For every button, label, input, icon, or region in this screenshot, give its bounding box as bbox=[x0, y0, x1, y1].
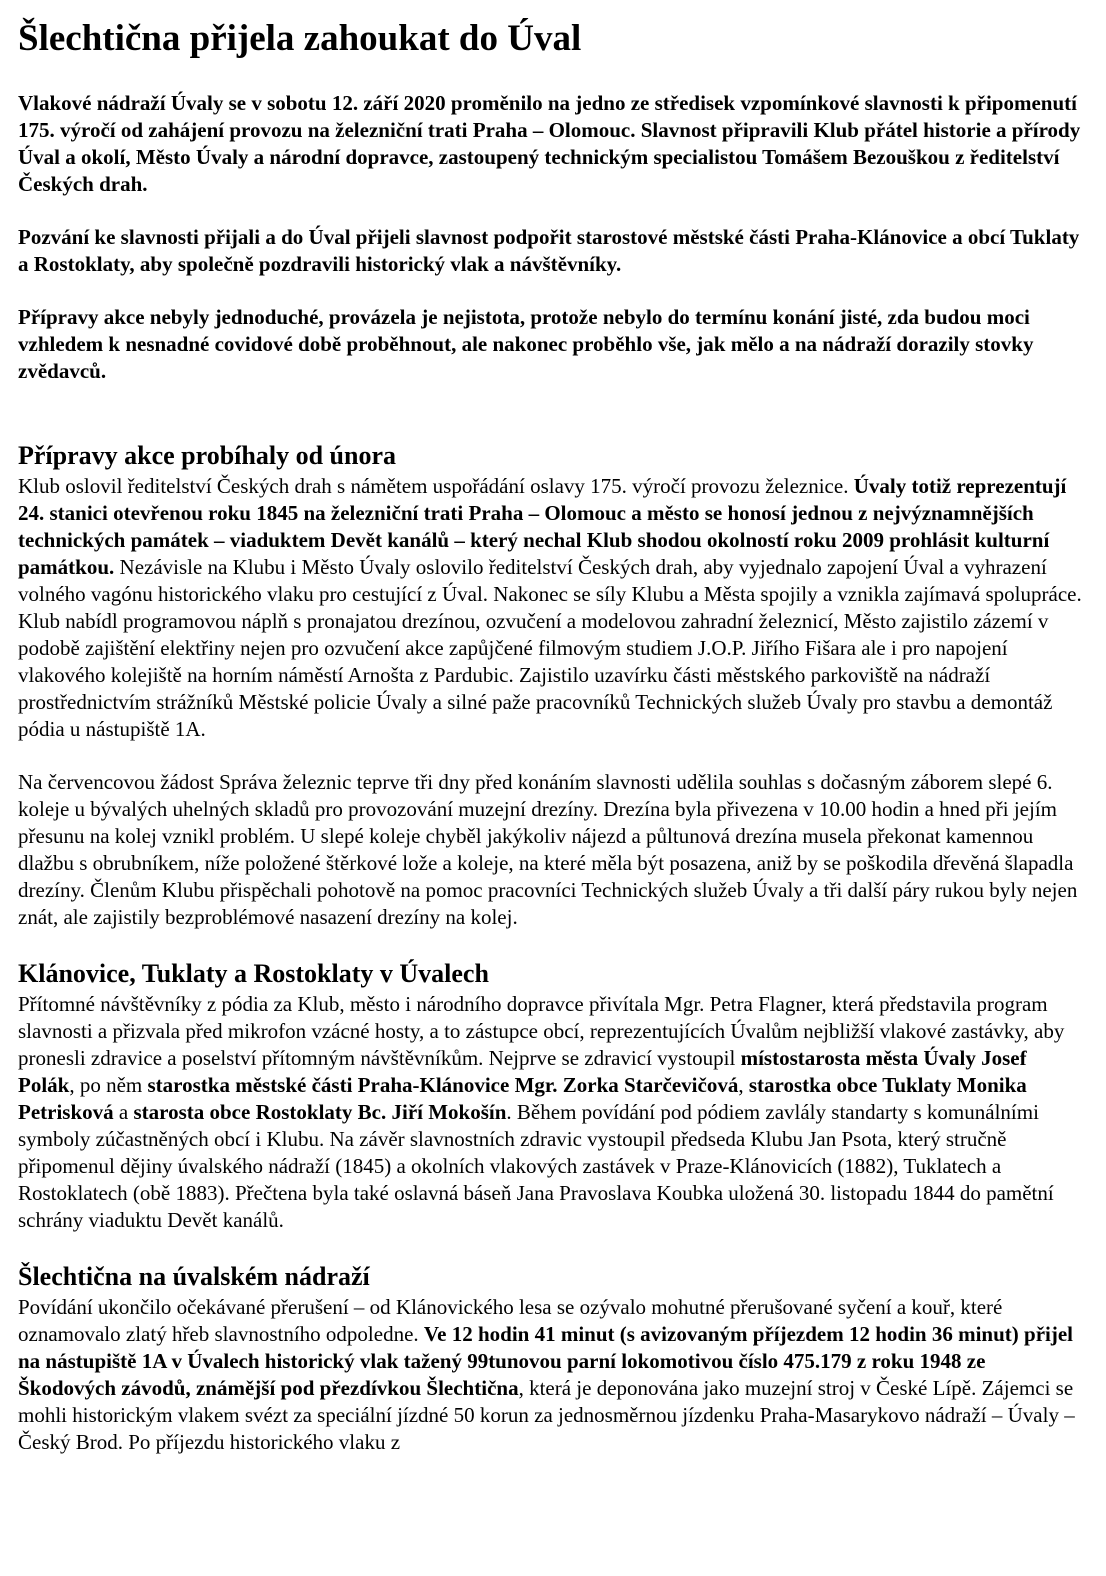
article-title: Šlechtična přijela zahoukat do Úval bbox=[18, 18, 582, 59]
section-paragraph bbox=[18, 1294, 1088, 1456]
paragraph-bold-text: starostka městské části Praha-Klánovice Mgr. Zorka Starčevičová bbox=[147, 1073, 739, 1097]
paragraph-text: , po něm bbox=[69, 1073, 148, 1097]
paragraph-text: . Během povídání pod pódiem zavlály standarty s komunálními symboly zúčastněných obcí i Klubu. Na závěr slavnostních zdravic vystoupil předseda Klubu Jan Psota, který stručně připomenul dějiny úvalského nádraží (1845) a okolních vlakových zastávek v Praze-Klánovicích (1882), Tuklatech a Rostoklatech (obě 1883). Přečtena byla také oslavná báseň Jana Pravoslava Koubka uložená 30. listopadu 1844 do pamětní schrány viaduktu Devět kanálů. bbox=[18, 1100, 1054, 1232]
section-heading: Šlechtična na úvalském nádraží bbox=[18, 1262, 370, 1291]
paragraph-text: Povídání ukončilo očekávané přerušení – od Klánovického lesa se ozývalo mohutné přerušované syčení a kouř, které oznamovalo zlatý hřeb slavnostního odpoledne. bbox=[18, 1295, 1003, 1346]
section-preparations bbox=[18, 439, 1088, 931]
paragraph-bold-text: starostka obce Tuklaty Monika Petrisková bbox=[18, 1073, 1027, 1124]
section-locomotive bbox=[18, 1260, 1088, 1456]
section-heading: Klánovice, Tuklaty a Rostoklaty v Úvalech bbox=[18, 959, 489, 988]
section-paragraph bbox=[18, 473, 1088, 743]
paragraph-text: a bbox=[113, 1100, 134, 1124]
lead-paragraph-2: Pozvání ke slavnosti přijali a do Úval přijeli slavnost podpořit starostové městské části Praha-Klánovice a obcí Tuklaty a Rostoklaty, aby společně pozdravili historický vlak a návštěvníky. bbox=[18, 225, 1080, 276]
section-paragraph bbox=[18, 991, 1088, 1234]
paragraph-bold-text: starosta obce Rostoklaty Bc. Jiří Mokošín bbox=[133, 1100, 507, 1124]
paragraph-bold-text: Úvaly totiž reprezentují 24. stanici otevřenou roku 1845 na železniční trati Praha – Olomouc a město se honosí jednou z nejvýznamnějších technických památek – viaduktem Devět kanálů – který nechal Klub shodou okolností roku 2009 prohlásit kulturní památkou. bbox=[18, 474, 1067, 579]
paragraph-bold-text: místostarosta města Úvaly Josef Polák bbox=[18, 1046, 1027, 1097]
paragraph-text: Přítomné návštěvníky z pódia za Klub, město i národního dopravce přivítala Mgr. Petra Flagner, která představila program slavnosti a přizvala před mikrofon vzácné hosty, a to zástupce obcí, reprezentujících Úvalům nejbližší vlakové zastávky, aby pronesli zdravice a poselství přítomným návštěvníkům. Nejprve se zdravicí vystoupil bbox=[18, 992, 1065, 1070]
paragraph-text: , která je deponována jako muzejní stroj v České Lípě. Zájemci se mohli historickým vlakem svézt za speciální jízdné 50 korun za jednosměrnou jízdenku Praha-Masarykovo nádraží – Úvaly – Český Brod. Po příjezdu historického vlaku z bbox=[18, 1376, 1075, 1454]
paragraph-bold-text: Ve 12 hodin 41 minut (s avizovaným příjezdem 12 hodin 36 minut) přijel na nástupiště 1A v Úvalech historický vlak tažený 99tunovou parní lokomotivou číslo 475.179 z roku 1948 ze Škodových závodů, známější pod přezdívkou Šlechtična bbox=[18, 1322, 1073, 1400]
article-lead bbox=[18, 90, 1088, 385]
lead-paragraph-1: Vlakové nádraží Úvaly se v sobotu 12. září 2020 proměnilo na jedno ze středisek vzpomínkové slavnosti k připomenutí 175. výročí od zahájení provozu na železniční trati Praha – Olomouc. Slavnost připravili Klub přátel historie a přírody Úval a okolí, Město Úvaly a národní dopravce, zastoupený technickým specialistou Tomášem Bezouškou z ředitelství Českých drah. bbox=[18, 91, 1081, 196]
lead-paragraph-3: Přípravy akce nebyly jednoduché, provázela je nejistota, protože nebylo do termínu konání jisté, zda budou moci vzhledem k nesnadné covidové době proběhnout, ale nakonec proběhlo vše, jak mělo a na nádraží dorazily stovky zvědavců. bbox=[18, 305, 1034, 383]
section-paragraph: Na červencovou žádost Správa železnic teprve tři dny před konáním slavnosti udělila souhlas s dočasným záborem slepé 6. koleje u bývalých uhelných skladů pro provozování muzejní drezíny. Drezína byla přivezena v 10.00 hodin a hned při jejím přesunu na kolej vznikl problém. U slepé koleje chyběl jakýkoliv nájezd a půltunová drezína musela překonat kamennou dlažbu s obrubníkem, níže položené štěrkové lože a koleje, na které měla být posazena, aniž by se poškodila dřevěná šlapadla drezíny. Členům Klubu přispěchali pohotově na pomoc pracovníci Technických služeb Úvaly a tři další páry rukou byly nejen znát, ale zajistily bezproblémové nasazení drezíny na kolej. bbox=[18, 770, 1078, 929]
paragraph-text: Klub oslovil ředitelství Českých drah s námětem uspořádání oslavy 175. výročí provozu železnice. bbox=[18, 474, 854, 498]
section-heading: Přípravy akce probíhaly od února bbox=[18, 441, 397, 470]
section-guests bbox=[18, 957, 1088, 1234]
paragraph-text: , bbox=[738, 1073, 749, 1097]
paragraph-text: Nezávisle na Klubu i Město Úvaly oslovilo ředitelství Českých drah, aby vyjednalo zapojení Úval a vyhrazení volného vagónu historického vlaku pro cestující z Úval. Nakonec se síly Klubu a Města spojily a vznikla zajímavá spolupráce. Klub nabídl programovou náplň s pronajatou drezínou, ozvučení a modelovou zahradní železnicí, Město zajistilo zázemí v podobě zajištění elektřiny nejen pro ozvučení akce zapůjčené filmovým studiem J.O.P. Jiřího Fišara ale i pro napojení vlakového kolejiště na horním náměstí Arnošta z Pardubic. Zajistilo uzavírku části městského parkoviště na nádraží prostřednictvím strážníků Městské policie Úvaly a silné paže pracovníků Technických služeb Úvaly pro stavbu a demontáž pódia u nástupiště 1A. bbox=[18, 555, 1082, 741]
